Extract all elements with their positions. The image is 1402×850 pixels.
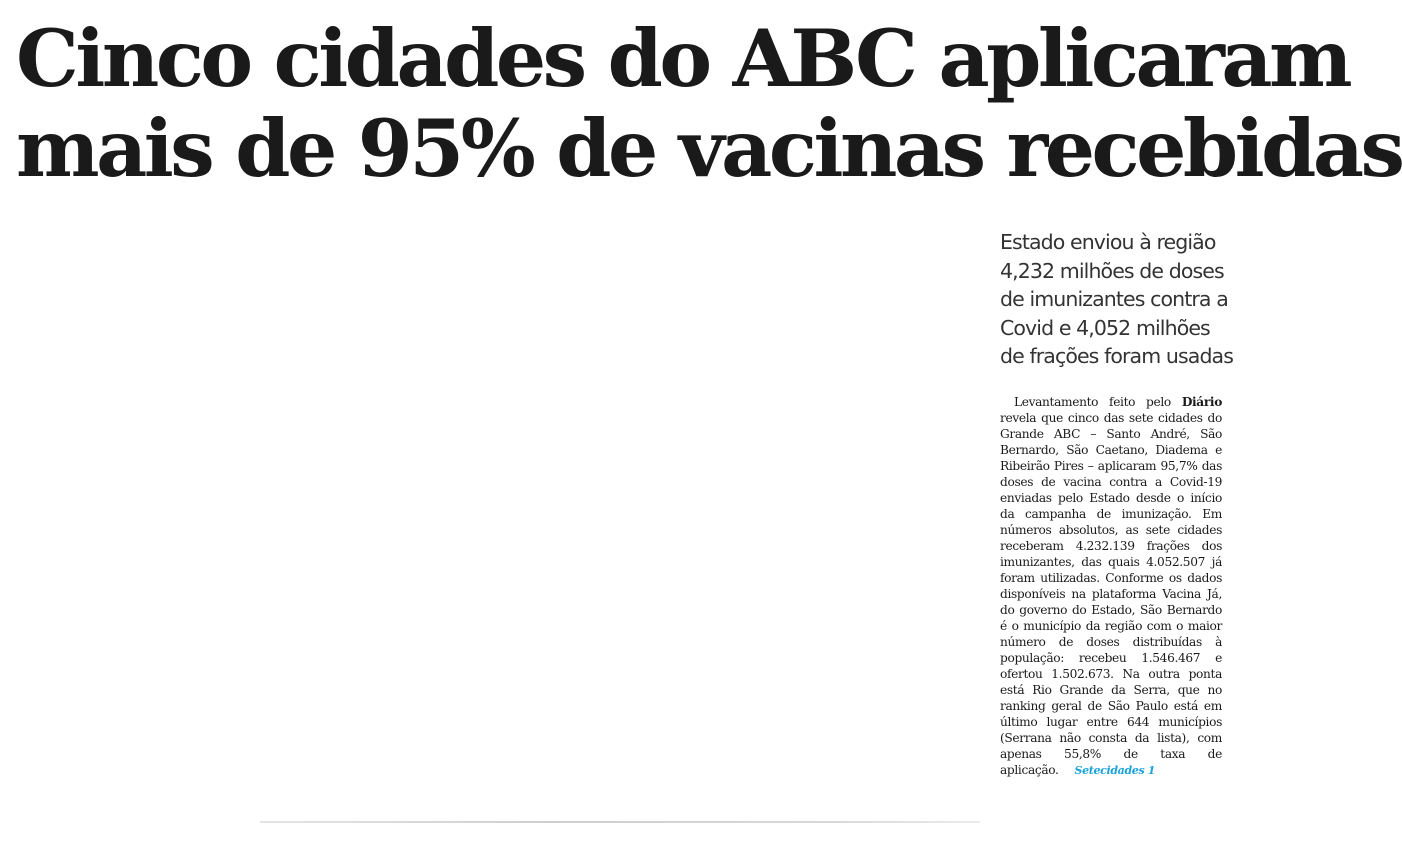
body-lead: Levantamento feito pelo xyxy=(1014,395,1182,409)
article-body xyxy=(1000,394,1222,779)
headline-line-2: mais de 95% de vacinas recebidas xyxy=(16,102,1402,195)
headline-line-1: Cinco cidades do ABC aplicaram xyxy=(16,12,1350,105)
subhead-line-2: 4,232 milhões de doses xyxy=(1000,258,1224,283)
body-newspaper-name: Diário xyxy=(1181,395,1222,409)
section-reference-link[interactable]: Setecidades 1 xyxy=(1074,764,1156,777)
headline xyxy=(16,12,1402,195)
subhead-line-3: de imunizantes contra a xyxy=(1000,287,1228,311)
subhead-line-4: Covid e 4,052 milhões xyxy=(1000,315,1210,340)
subhead-line-5: de frações foram usadas xyxy=(1000,344,1233,368)
body-rest: revela que cinco das sete cidades do Grande ABC – Santo André, São Bernardo, São Caetano, Diadema e Ribeirão Pires – aplicaram 95,7% das doses de vacina contra a Covid-19 enviadas pelo Estado desde o início da campanha de imunização. Em números absolutos, as sete cidades receberam 4.232.139 frações dos imunizantes, das quais 4.052.507 já foram utilizadas. Conforme os dados disponíveis na plataforma Vacina Já, do governo do Estado, São Bernardo é o município da região com o maior número de doses distribuídas à população: recebeu 1.546.467 e ofertou 1.502.673. Na outra ponta está Rio Grande da Serra, que no ranking geral de São Paulo está em último lugar entre 644 municípios (Serrana não consta da lista), com apenas 55,8% de taxa de aplicação. xyxy=(1000,411,1222,777)
photo-placeholder xyxy=(16,228,982,820)
bottom-divider xyxy=(260,821,980,823)
subheadline xyxy=(1000,228,1233,371)
subhead-line-1: Estado enviou à região xyxy=(1000,230,1216,254)
